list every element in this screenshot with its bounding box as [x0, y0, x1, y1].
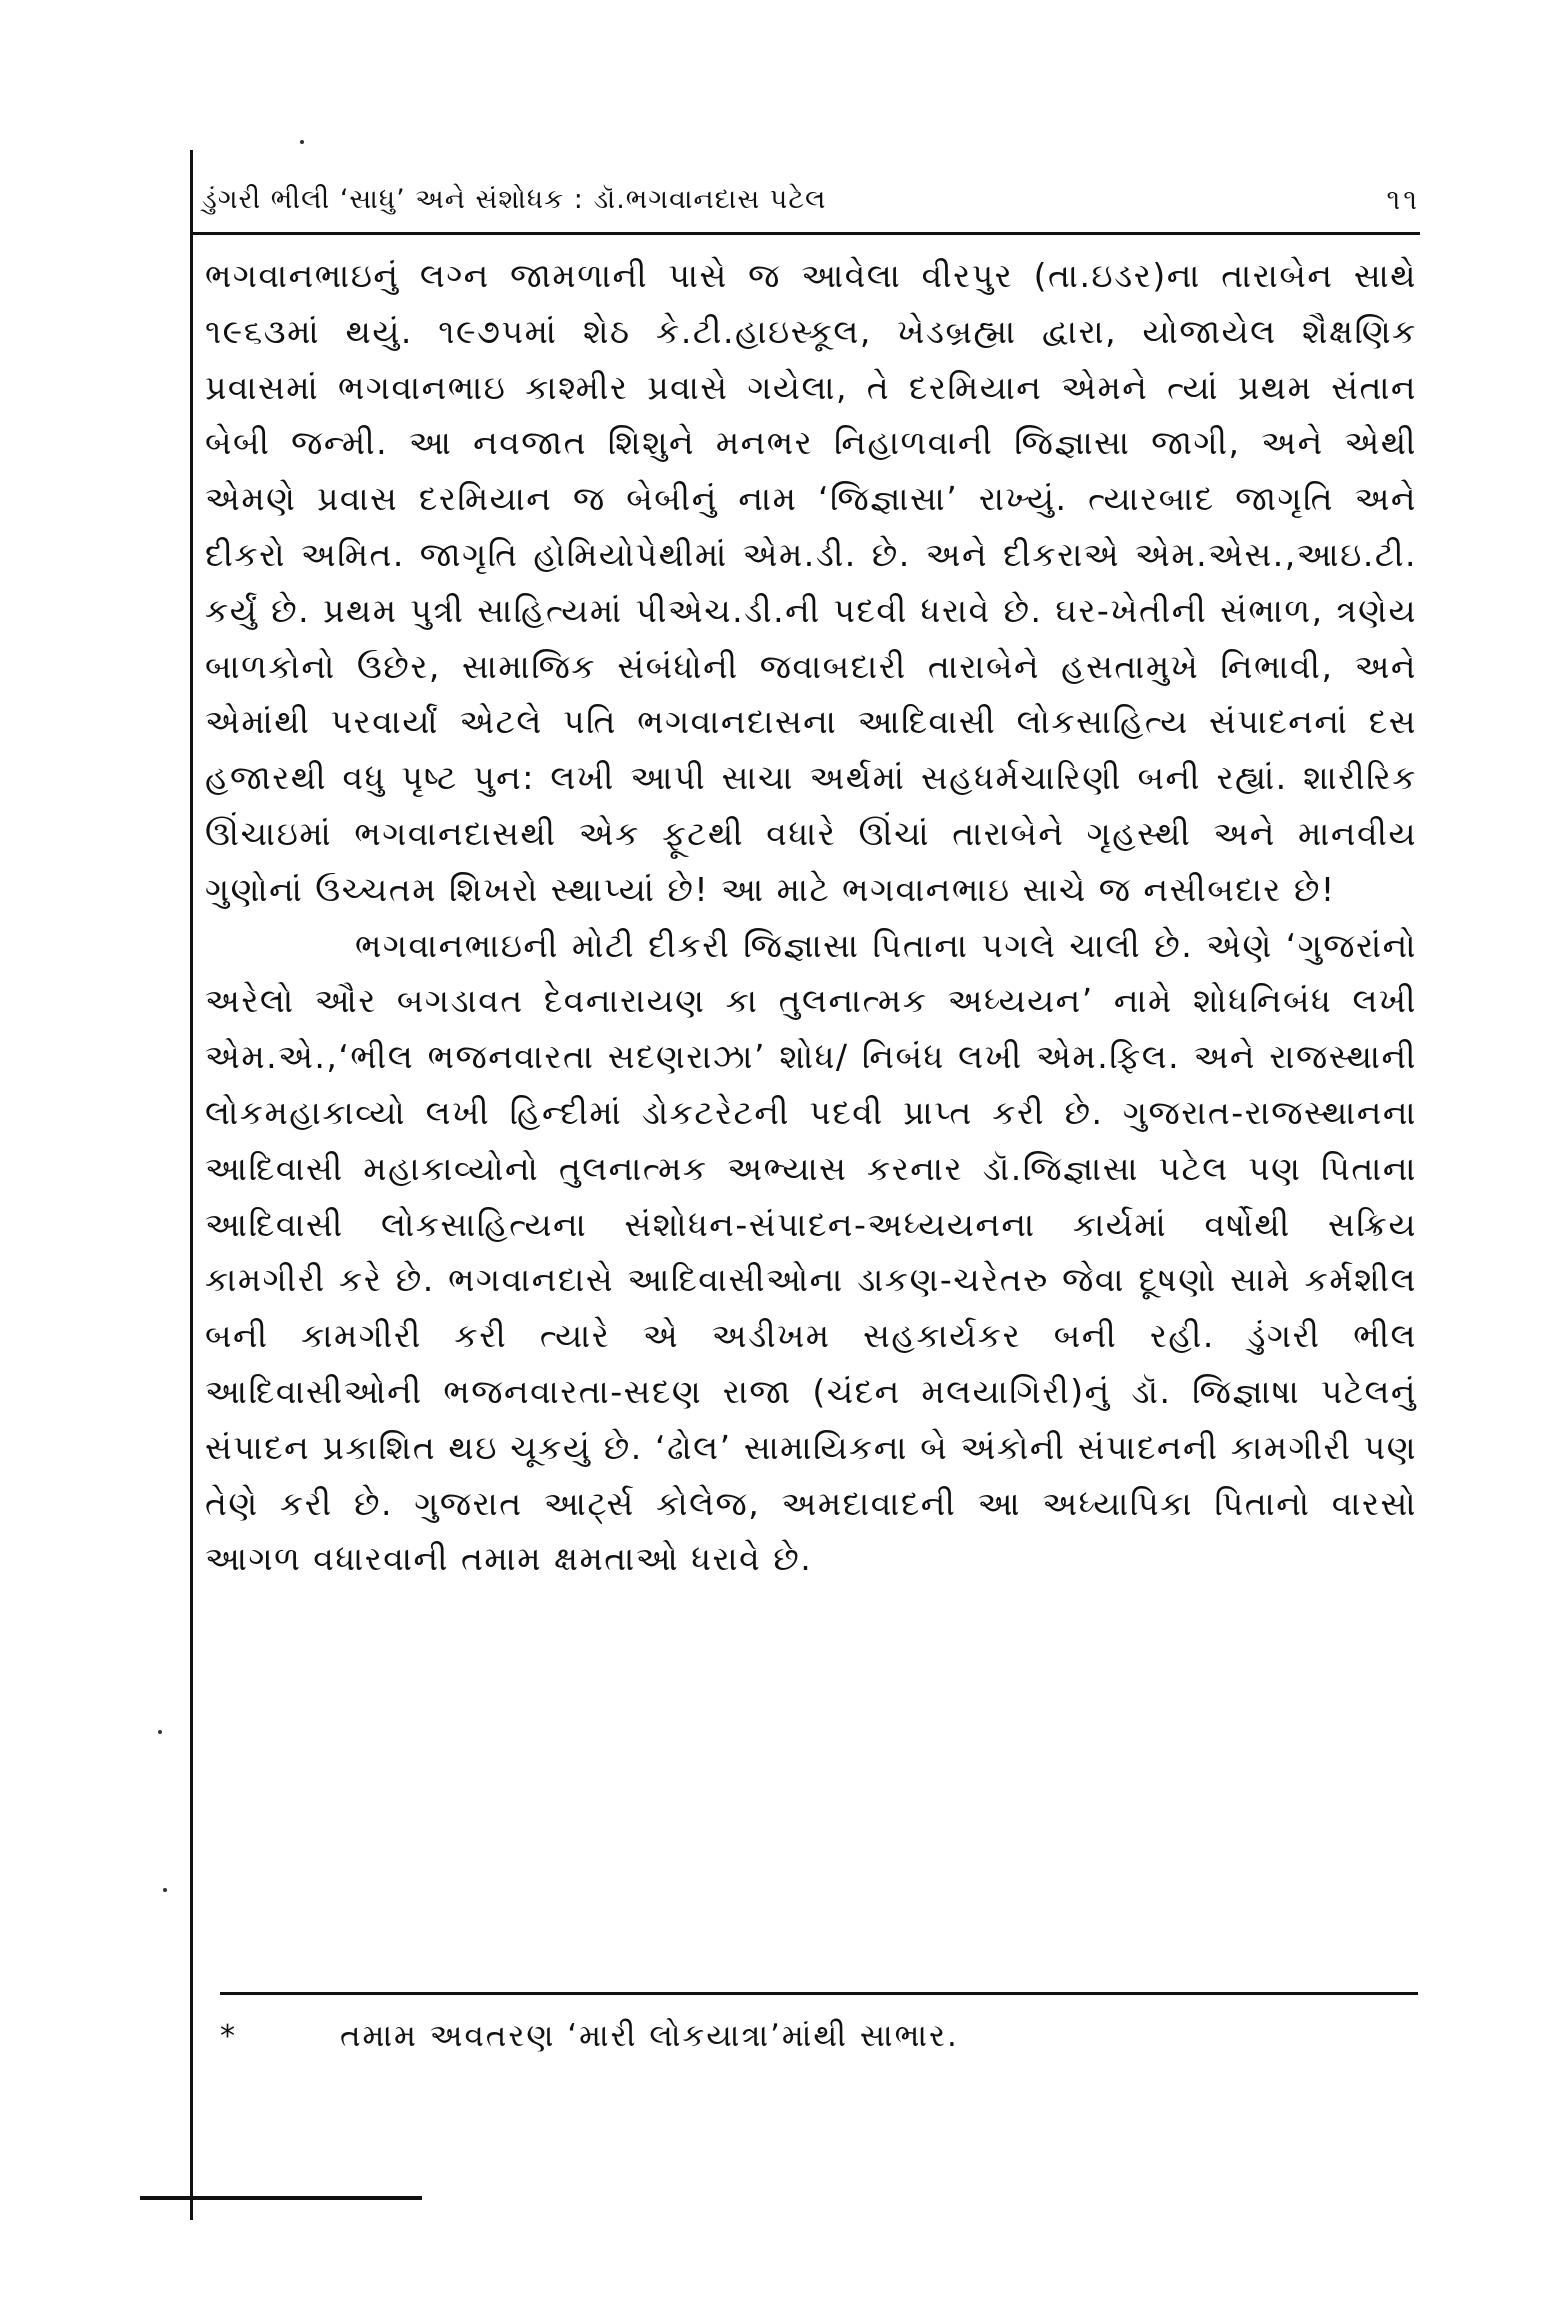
running-title: ડુંગરી ભીલી ‘સાધુ’ અને સંશોધક : ડૉ.ભગવાનદાસ પટેલ: [202, 184, 827, 215]
left-margin-rule: [190, 150, 193, 2220]
stray-mark: [158, 1730, 162, 1734]
paragraph-1: ભગવાનભાઇનું લગ્ન જામળાની પાસે જ આવેલા વીરપુર (તા.ઇડર)ના તારાબેન સાથે ૧૯૬૩માં થયું. ૧૯૭૫માં શેઠ કે.ટી.હાઇસ્કૂલ, ખેડબ્રહ્મા દ્વારા, યોજાયેલ શૈક્ષણિક પ્રવાસમાં ભગવાનભાઇ કાશ્મીર પ્રવાસે ગયેલા, તે દરમિયાન એમને ત્યાં પ્રથમ સંતાન બેબી જન્મી. આ નવજાત શિશુને મનભર નિહાળવાની જિજ્ઞાસા જાગી, અને એથી એમણે પ્રવાસ દરમિયાન જ બેબીનું નામ ‘જિજ્ઞાસા’ રાખ્યું. ત્યારબાદ જાગૃતિ અને દીકરો અમિત. જાગૃતિ હોમિયોપેથીમાં એમ.ડી. છે. અને દીકરાએ એમ.એસ.,આઇ.ટી. કર્યું છે. પ્રથમ પુત્રી સાહિત્યમાં પીએચ.ડી.ની પદવી ધરાવે છે. ઘર-ખેતીની સંભાળ, ત્રણેય બાળકોનો ઉછેર, સામાજિક સંબંધોની જવાબદારી તારાબેને હસતામુખે નિભાવી, અને એમાંથી પરવાર્યાં એટલે પતિ ભગવાનદાસના આદિવાસી લોકસાહિત્ય સંપાદનનાં દસ હજારથી વધુ પૃષ્ટ પુન: લખી આપી સાચા અર્થમાં સહધર્મચારિણી બની રહ્યાં. શારીરિક ઊંચાઇમાં ભગવાનદાસથી એક ફૂટથી વધારે ઊંચાં તારાબેને ગૃહસ્થી અને માનવીય ગુણોનાં ઉચ્ચતમ શિખરો સ્થાપ્યાં છે! આ માટે ભગવાનભાઇ સાચે જ નસીબદાર છે!: [205, 256, 1417, 909]
footnote-rule: [220, 1992, 1418, 1995]
stray-mark: [163, 1888, 167, 1892]
stray-mark: [300, 140, 304, 144]
running-head: [202, 176, 1420, 224]
paragraph-2: ભગવાનભાઇની મોટી દીકરી જિજ્ઞાસા પિતાના પગલે ચાલી છે. એણે ‘ગુજરાંનો અરેલો ઔર બગડાવત દેવનારાયણ કા તુલનાત્મક અધ્યયન’ નામે શોધનિબંધ લખી એમ.એ.,‘ભીલ ભજનવારતા સદણરાઝા’ શોધ/ નિબંધ લખી એમ.ફિલ. અને રાજસ્થાની લોકમહાકાવ્યો લખી હિન્દીમાં ડોકટરેટની પદવી પ્રાપ્ત કરી છે. ગુજરાત-રાજસ્થાનના આદિવાસી મહાકાવ્યોનો તુલનાત્મક અભ્યાસ કરનાર ડૉ.જિજ્ઞાસા પટેલ પણ પિતાના આદિવાસી લોકસાહિત્યના સંશોધન-સંપાદન-અધ્યયનના કાર્યમાં વર્ષોથી સક્રિય કામગીરી કરે છે. ભગવાનદાસે આદિવાસીઓના ડાકણ-ચરેતરુ જેવા દૂષણો સામે કર્મશીલ બની કામગીરી કરી ત્યારે એ અડીખમ સહકાર્યકર બની રહી. ડુંગરી ભીલ આદિવાસીઓની ભજનવારતા-સદણ રાજા (ચંદન મલયાગિરી)નું ડૉ. જિજ્ઞાષા પટેલનું સંપાદન પ્રકાશિત થઇ ચૂકયું છે. ‘ઢોલ’ સામાયિકના બે અંકોની સંપાદનની કામગીરી પણ તેણે કરી છે. ગુજરાત આર્ટ્સ કોલેજ, અમદાવાદની આ અધ્યાપિકા પિતાનો વારસો આગળ વધારવાની તમામ ક્ષમતાઓ ધરાવે છે.: [205, 925, 1417, 1579]
bottom-rule: [140, 2196, 422, 2200]
footnote-text: તમામ અવતરણ ‘મારી લોકયાત્રા’માંથી સાભાર.: [340, 2018, 959, 2054]
footnote-marker: *: [220, 2019, 237, 2054]
header-rule: [190, 232, 1420, 235]
footnote: [220, 2018, 1418, 2055]
page-number: ૧૧: [1386, 183, 1420, 216]
body-text: [205, 248, 1417, 1587]
